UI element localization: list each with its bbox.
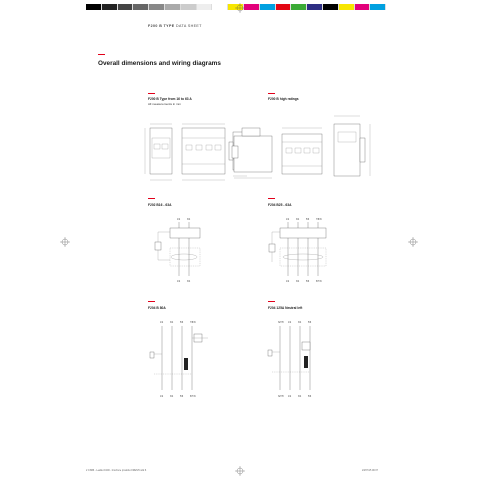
color-swatch <box>102 4 118 10</box>
color-swatch <box>212 4 228 10</box>
terminal-bottom-2: 1/2 <box>288 396 292 398</box>
header-subtitle: DATA SHEET <box>175 24 202 28</box>
section-a-note: All measurements in mm <box>148 102 182 106</box>
color-swatch <box>244 4 260 10</box>
color-swatch <box>149 4 165 10</box>
color-swatch <box>133 4 149 10</box>
color-swatch <box>197 4 213 10</box>
section-a-label: F200 B Type from 16 to 63 A <box>148 97 192 101</box>
color-swatch <box>86 4 102 10</box>
header-brand: F200 B TYPE <box>148 24 175 28</box>
color-swatch <box>307 4 323 10</box>
color-swatch <box>276 4 292 10</box>
color-swatch <box>118 4 134 10</box>
terminal-bottom-1: 1/2 <box>177 281 181 283</box>
terminal-bottom-1: 1/2 <box>160 396 164 398</box>
page-header <box>148 24 202 28</box>
color-swatch <box>323 4 339 10</box>
terminal-top-2: 3/4 <box>170 322 174 324</box>
terminal-bottom-3: 3/4 <box>298 396 302 398</box>
terminal-bottom-2: 3/4 <box>296 281 300 283</box>
section-d-accent <box>268 198 275 199</box>
section-f-accent <box>268 301 275 302</box>
dimension-drawing-high-ratings <box>232 112 382 182</box>
section-b-label: F200 B high ratings <box>268 97 299 101</box>
title-accent-bar <box>98 54 105 55</box>
terminal-top-4: 7/8/N <box>190 322 196 324</box>
terminal-bottom-2: 3/4 <box>170 396 174 398</box>
terminal-top-4: 5/6 <box>308 322 312 324</box>
section-d-label: F204 B25 - 63A <box>268 203 292 207</box>
registration-mark-left <box>60 237 70 247</box>
section-b-accent <box>268 93 275 94</box>
color-swatch <box>370 4 386 10</box>
color-swatch <box>165 4 181 10</box>
terminal-bottom-1: 1/2 <box>286 281 290 283</box>
terminal-top-3: 3/4 <box>298 322 302 324</box>
terminal-bottom-1: N/7/8 <box>278 396 284 398</box>
terminal-top-1: 1/2 <box>177 219 181 221</box>
terminal-top-2: 1/2 <box>288 322 292 324</box>
registration-mark-top <box>235 3 245 13</box>
footer-timestamp: 23/07/15 09:37 <box>362 469 378 472</box>
terminal-bottom-4: 8/7/N <box>190 396 196 398</box>
section-e-accent <box>148 301 155 302</box>
color-swatch <box>181 4 197 10</box>
color-swatch <box>291 4 307 10</box>
wiring-diagram-f202 <box>148 214 218 284</box>
terminal-top-2: 3/4 <box>187 219 191 221</box>
section-e-label: F204 B 80A <box>148 306 166 310</box>
footer-file-info: 2 CSB6 - Leaflet F200 - brochure prodotto FRENT.indd 6 <box>86 469 147 472</box>
section-c-accent <box>148 198 155 199</box>
terminal-top-3: 5/6 <box>180 322 184 324</box>
terminal-bottom-2: 3/4 <box>187 281 191 283</box>
color-swatch <box>260 4 276 10</box>
terminal-bottom-4: 8/7/N <box>316 281 322 283</box>
registration-mark-bottom <box>235 466 245 476</box>
terminal-bottom-3: 5/6 <box>306 281 310 283</box>
terminal-top-4: 7/8/N <box>316 219 322 221</box>
section-a-accent <box>148 93 155 94</box>
section-c-label: F202 B16 - 63A <box>148 203 172 207</box>
wiring-diagram-f204-125a-neutral-left <box>266 318 346 398</box>
wiring-diagram-f204-b25-63a <box>266 214 356 284</box>
color-swatch <box>339 4 355 10</box>
terminal-top-1: N/7/8 <box>278 322 284 324</box>
section-f-label: F204 125A Neutral left <box>268 306 303 310</box>
registration-mark-right <box>408 237 418 247</box>
terminal-bottom-4: 5/6 <box>308 396 312 398</box>
terminal-top-1: 1/2 <box>160 322 164 324</box>
color-swatch <box>355 4 371 10</box>
terminal-top-3: 5/6 <box>306 219 310 221</box>
wiring-diagram-f204-b80a <box>148 318 228 398</box>
terminal-top-2: 3/4 <box>296 219 300 221</box>
page-title: Overall dimensions and wiring diagrams <box>98 60 221 67</box>
terminal-bottom-3: 5/6 <box>180 396 184 398</box>
terminal-top-1: 1/2 <box>286 219 290 221</box>
